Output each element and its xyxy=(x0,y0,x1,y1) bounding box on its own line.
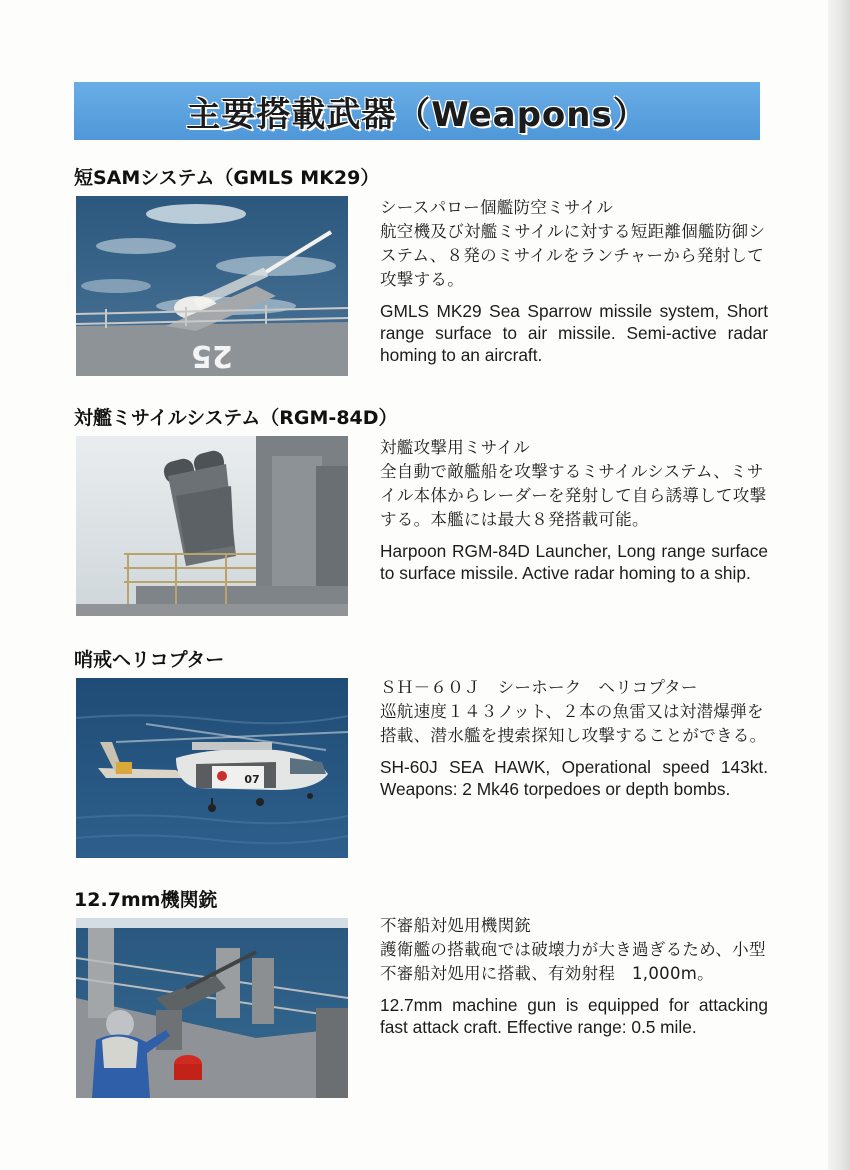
jp-title: 対艦攻撃用ミサイル xyxy=(380,438,531,457)
harpoon-launcher-photo xyxy=(76,436,348,616)
section-heading: 短SAMシステム（GMLS MK29） xyxy=(74,167,380,189)
section-patrol-helicopter xyxy=(74,648,768,860)
en-description: Harpoon RGM-84D Launcher, Long range surface to surface missile. Active radar homing to a ship. xyxy=(380,541,768,583)
section-machine-gun xyxy=(74,888,768,1100)
jp-title: ＳＨ－６０Ｊ シーホーク ヘリコプター xyxy=(380,678,698,697)
en-description: 12.7mm machine gun is equipped for attacking fast attack craft. Effective range: 0.5 mile. xyxy=(380,995,768,1037)
jp-description: 巡航速度１４３ノット、２本の魚雷又は対潜爆弾を搭載、潜水艦を捜索探知し攻撃することができる。 xyxy=(380,702,767,745)
section-heading: 対艦ミサイルシステム（RGM-84D） xyxy=(74,407,398,429)
section-heading: 12.7mm機関銃 xyxy=(74,889,218,911)
jp-title: 不審船対処用機関銃 xyxy=(380,916,532,935)
section-rgm-84d xyxy=(74,406,768,618)
hull-number: 25 xyxy=(191,338,233,373)
section-text xyxy=(380,914,768,1038)
jp-description: 航空機及び対艦ミサイルに対する短距離個艦防御システム、８発のミサイルをランチャーから発射して攻撃する。 xyxy=(380,222,766,289)
jp-description: 護衛艦の搭載砲では破壊力が大き過ぎるため、小型不審船対処用に搭載、有効射程 1,000m。 xyxy=(380,940,766,983)
scan-edge xyxy=(828,0,850,1170)
en-description: GMLS MK29 Sea Sparrow missile system, Short range surface to air missile. Semi-active radar homing to an aircraft. xyxy=(380,301,768,365)
machine-gun-photo xyxy=(76,918,348,1098)
section-text xyxy=(380,196,768,366)
section-text xyxy=(380,436,768,584)
missile-launch-photo xyxy=(76,196,348,376)
jp-description: 全自動で敵艦船を攻撃するミサイルシステム、ミサイル本体からレーダーを発射して自ら誘導して攻撃する。本艦には最大８発搭載可能。 xyxy=(380,462,767,529)
jp-title: シースパロー個艦防空ミサイル xyxy=(380,198,614,217)
section-gmls-mk29 xyxy=(74,166,768,378)
en-description: SH-60J SEA HAWK, Operational speed 143kt. Weapons: 2 Mk46 torpedoes or depth bombs. xyxy=(380,757,768,799)
helicopter-photo xyxy=(76,678,348,858)
tail-number: 07 xyxy=(244,773,260,786)
title-banner xyxy=(74,82,760,140)
page-title: 主要搭載武器（Weapons） xyxy=(186,94,648,135)
section-heading: 哨戒ヘリコプター xyxy=(74,649,225,671)
section-text xyxy=(380,672,768,800)
